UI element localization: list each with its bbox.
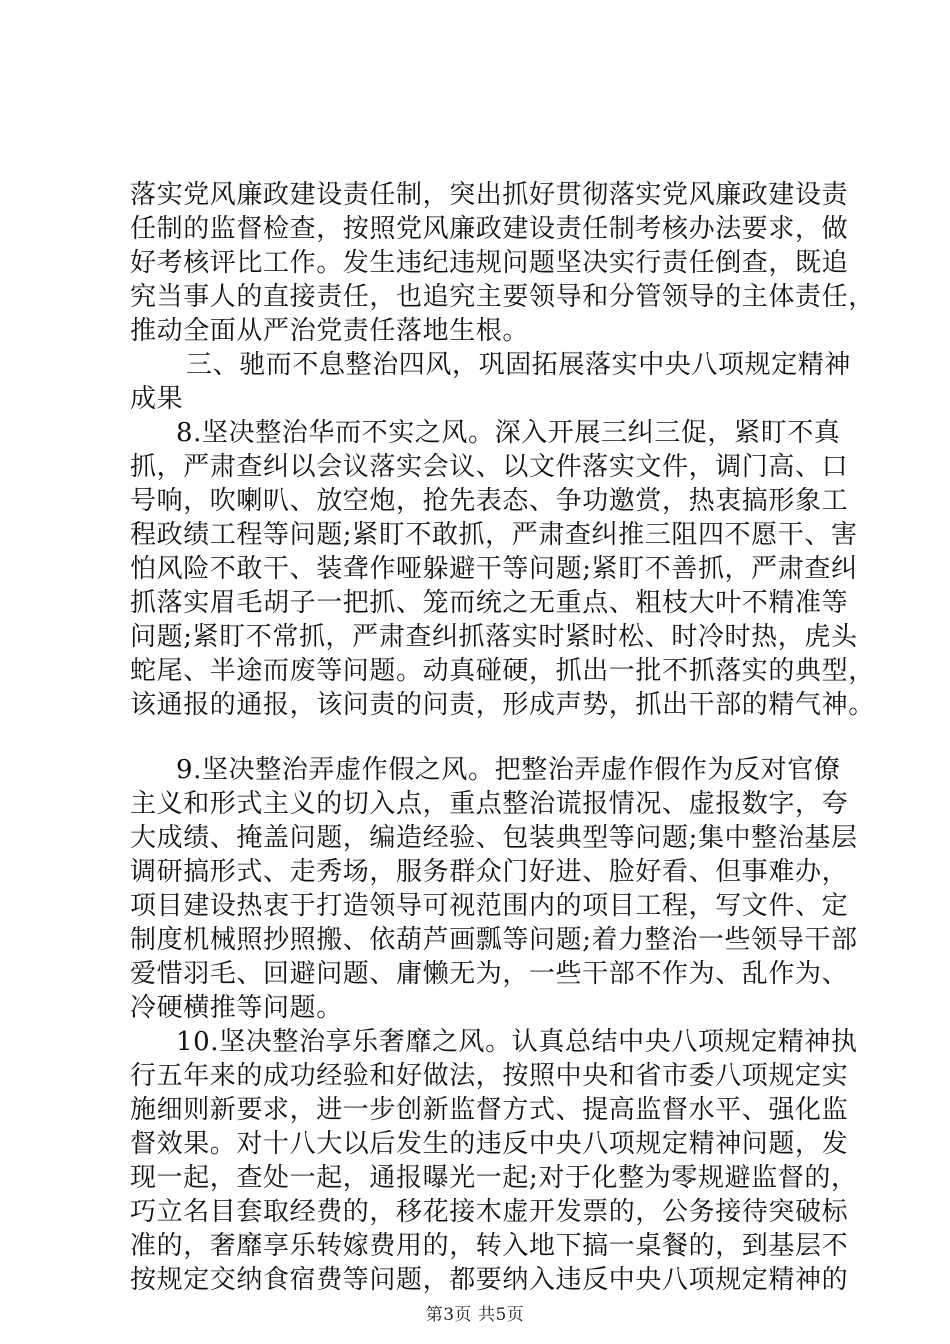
text-line: 按规定交纳食宿费等问题，都要纳入违反中央八项规定精神的 [130,1265,849,1295]
text-line: 调研搞形式、走秀场，服务群众门好进、脸好看、但事难办， [130,857,849,887]
text-line: 该通报的通报，该问责的问责，形成声势，抓出干部的精气神。 [130,690,875,720]
section-heading-continued: 成果 [130,384,184,414]
text-line: 究当事人的直接责任，也追究主要领导和分管领导的主体责任， [130,282,875,312]
text-line: 爱惜羽毛、回避问题、庸懒无为，一些干部不作为、乱作为、 [130,959,849,989]
text-line: 问题;紧盯不常抓，严肃查纠抓落实时紧时松、时冷时热，虎头 [130,622,858,652]
text-line: 蛇尾、半途而废等问题。动真碰硬，抓出一批不抓落实的典型， [130,656,875,686]
text-line: 主义和形式主义的切入点，重点整治谎报情况、虚报数字，夸 [130,789,849,819]
text-line: 怕风险不敢干、装聋作哑躲避干等问题;紧盯不善抓，严肃查纠 [130,554,858,584]
text-line: 好考核评比工作。发生违纪违规问题坚决实行责任倒查，既追 [130,248,849,278]
text-line: 任制的监督检查，按照党风廉政建设责任制考核办法要求，做 [130,214,849,244]
text-line: 抓落实眉毛胡子一把抓、笼而统之无重点、粗枝大叶不精准等 [130,588,849,618]
text-line: 推动全面从严治党责任落地生根。 [130,316,530,346]
text-line: 号响，吹喇叭、放空炮，抢先表态、争功邀赏，热衷搞形象工 [130,486,849,516]
paragraph-start: 8.坚决整治华而不实之风。深入开展三纠三促，紧盯不真 [176,418,841,448]
text-line: 现一起，查处一起，通报曝光一起;对于化整为零规避监督的， [130,1163,858,1193]
text-line: 冷硬横推等问题。 [130,993,343,1023]
paragraph-start: 9.坚决整治弄虚作假之风。把整治弄虚作假作为反对官僚 [176,755,841,785]
text-line: 项目建设热衷于打造领导可视范围内的项目工程，写文件、定 [130,891,849,921]
section-heading: 三、驰而不息整治四风，巩固拓展落实中央八项规定精神 [186,350,852,380]
page-footer: 第3页 共5页 [425,1305,525,1325]
paragraph-start: 10.坚决整治享乐奢靡之风。认真总结中央八项规定精神执 [176,1027,858,1057]
text-line: 督效果。对十八大以后发生的违反中央八项规定精神问题，发 [130,1129,849,1159]
text-line: 程政绩工程等问题;紧盯不敢抓，严肃查纠推三阻四不愿干、害 [130,520,858,550]
text-line: 巧立名目套取经费的，移花接木虚开发票的，公务接待突破标 [130,1197,849,1227]
text-line: 行五年来的成功经验和好做法，按照中央和省市委八项规定实 [130,1061,849,1091]
text-line: 大成绩、掩盖问题，编造经验、包装典型等问题;集中整治基层 [130,823,858,853]
text-line: 施细则新要求，进一步创新监督方式、提高监督水平、强化监 [130,1095,849,1125]
text-line: 抓，严肃查纠以会议落实会议、以文件落实文件，调门高、口 [130,452,849,482]
text-line: 准的，奢靡享乐转嫁费用的，转入地下搞一桌餐的，到基层不 [130,1231,849,1261]
text-line: 制度机械照抄照搬、依葫芦画瓢等问题;着力整治一些领导干部 [130,925,858,955]
text-line: 落实党风廉政建设责任制，突出抓好贯彻落实党风廉政建设责 [130,180,849,210]
